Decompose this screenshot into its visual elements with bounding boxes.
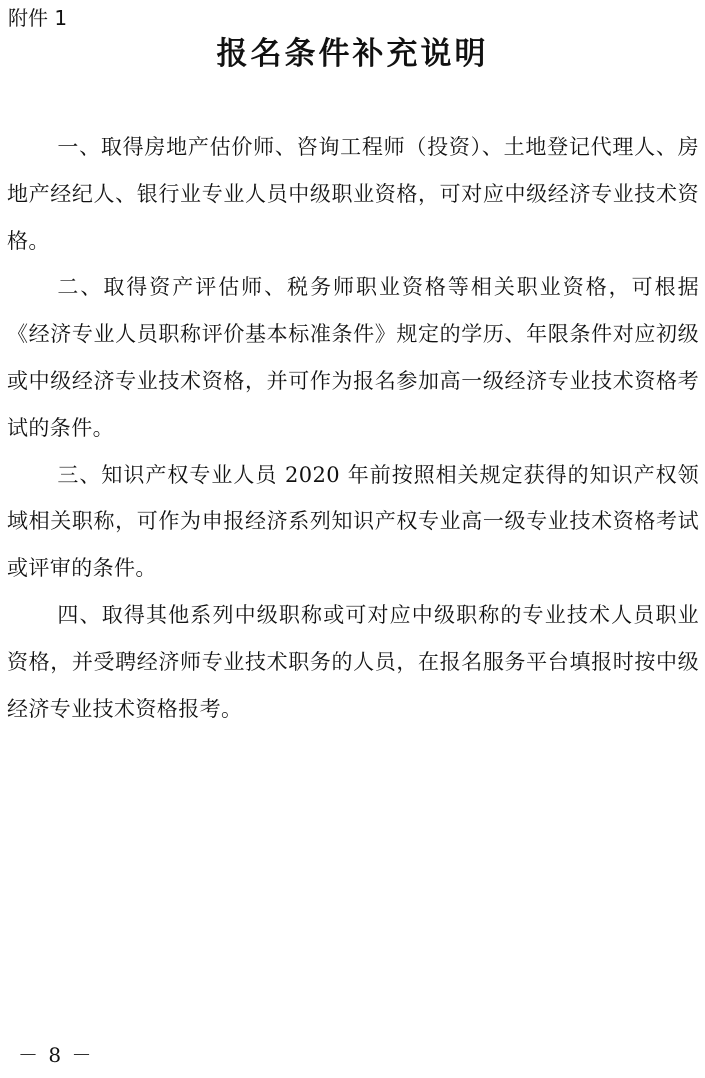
document-body [7, 124, 699, 732]
paragraph-2: 二、取得资产评估师、税务师职业资格等相关职业资格，可根据《经济专业人员职称评价基本标准条件》规定的学历、年限条件对应初级或中级经济专业技术资格，并可作为报名参加高一级经济专业技术资格考试的条件。 [7, 275, 699, 440]
paragraph-3: 三、知识产权专业人员 2020 年前按照相关规定获得的知识产权领域相关职称，可作为申报经济系列知识产权专业高一级专业技术资格考试或评审的条件。 [7, 462, 699, 581]
attachment-label: 附件 1 [8, 6, 68, 30]
paragraph-1: 一、取得房地产估价师、咨询工程师（投资）、土地登记代理人、房地产经纪人、银行业专业人员中级职业资格，可对应中级经济专业技术资格。 [7, 135, 699, 253]
page-number: － 8 － [18, 1043, 94, 1067]
paragraph-4: 四、取得其他系列中级职称或可对应中级职称的专业技术人员职业资格，并受聘经济师专业技术职务的人员，在报名服务平台填报时按中级经济专业技术资格报考。 [7, 602, 699, 721]
document-title: 报名条件补充说明 [216, 36, 489, 72]
